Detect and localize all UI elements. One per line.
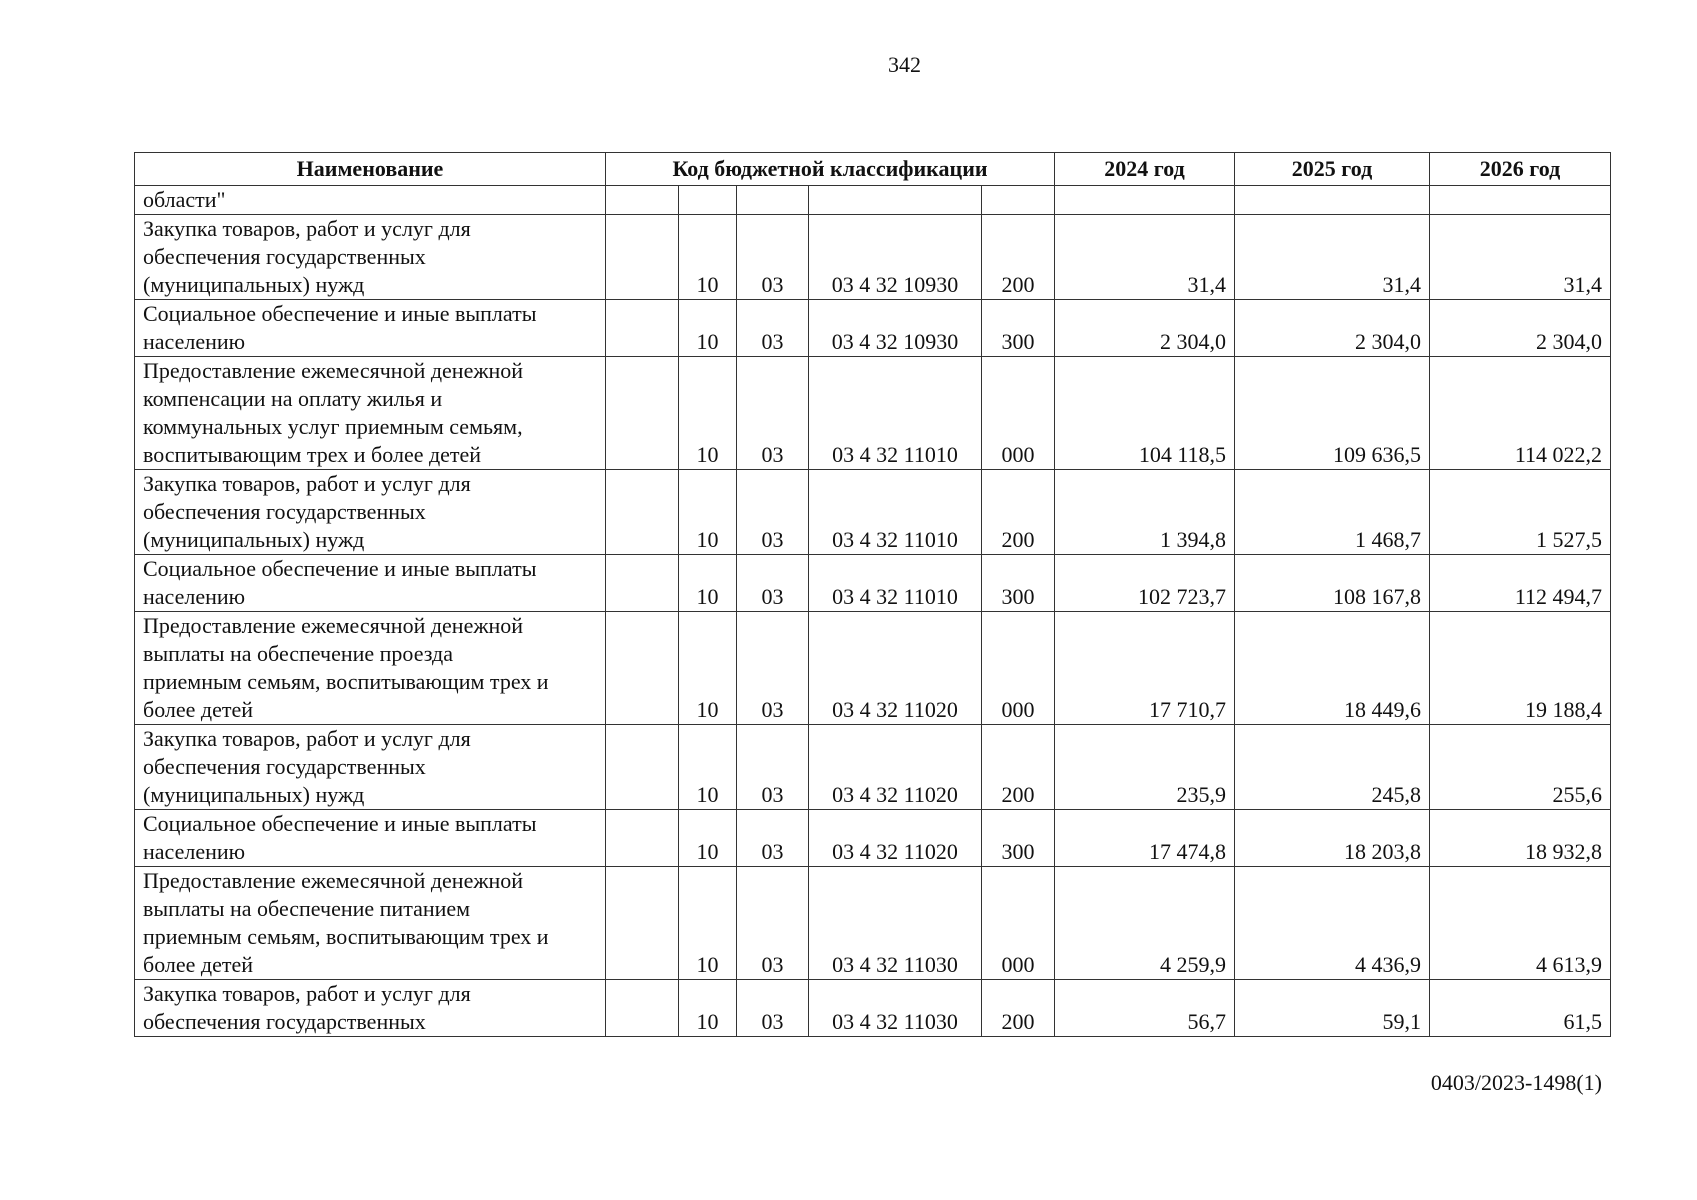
amount-2026-cell: 61,5 — [1430, 980, 1611, 1037]
code-cell-1 — [606, 555, 679, 612]
subsection-code-cell: 03 — [737, 300, 809, 357]
code-cell-1 — [606, 357, 679, 470]
target-article-cell: 03 4 32 11020 — [809, 810, 982, 867]
row-name-cell: Закупка товаров, работ и услуг для обеспечения государственных — [135, 980, 606, 1037]
subsection-code-cell: 03 — [737, 555, 809, 612]
section-code-cell: 10 — [679, 810, 737, 867]
subsection-code-cell: 03 — [737, 612, 809, 725]
section-code-cell: 10 — [679, 555, 737, 612]
table-row — [135, 810, 1611, 867]
row-name-cell: Закупка товаров, работ и услуг для обеспечения государственных (муниципальных) нужд — [135, 215, 606, 300]
amount-2024-cell: 104 118,5 — [1055, 357, 1235, 470]
expense-type-cell: 300 — [982, 810, 1055, 867]
section-code-cell: 10 — [679, 215, 737, 300]
amount-2025-cell: 2 304,0 — [1235, 300, 1430, 357]
expense-type-cell: 300 — [982, 300, 1055, 357]
expense-type-cell: 000 — [982, 357, 1055, 470]
amount-2025-cell: 18 203,8 — [1235, 810, 1430, 867]
table-row — [135, 215, 1611, 300]
expense-type-cell: 200 — [982, 725, 1055, 810]
code-cell-1 — [606, 867, 679, 980]
amount-2025-cell — [1235, 186, 1430, 215]
amount-2026-cell: 114 022,2 — [1430, 357, 1611, 470]
target-article-cell: 03 4 32 10930 — [809, 300, 982, 357]
code-cell-1 — [606, 470, 679, 555]
code-cell-1 — [606, 612, 679, 725]
subsection-code-cell: 03 — [737, 215, 809, 300]
target-article-cell: 03 4 32 11010 — [809, 555, 982, 612]
table-row — [135, 555, 1611, 612]
row-name-cell: Закупка товаров, работ и услуг для обеспечения государственных (муниципальных) нужд — [135, 725, 606, 810]
amount-2026-cell: 1 527,5 — [1430, 470, 1611, 555]
section-code-cell: 10 — [679, 470, 737, 555]
amount-2026-cell — [1430, 186, 1611, 215]
amount-2024-cell: 17 710,7 — [1055, 612, 1235, 725]
row-name-cell: Предоставление ежемесячной денежной компенсации на оплату жилья и коммунальных услуг приемным семьям, воспитывающим трех и более детей — [135, 357, 606, 470]
header-2025: 2025 год — [1235, 153, 1430, 186]
subsection-code-cell: 03 — [737, 725, 809, 810]
expense-type-cell: 200 — [982, 470, 1055, 555]
amount-2026-cell: 31,4 — [1430, 215, 1611, 300]
target-article-cell — [809, 186, 982, 215]
subsection-code-cell — [737, 186, 809, 215]
code-cell-1 — [606, 725, 679, 810]
subsection-code-cell: 03 — [737, 980, 809, 1037]
table-header-row — [135, 153, 1611, 186]
row-name-cell: Предоставление ежемесячной денежной выплаты на обеспечение питанием приемным семьям, воспитывающим трех и более детей — [135, 867, 606, 980]
row-name-cell: Закупка товаров, работ и услуг для обеспечения государственных (муниципальных) нужд — [135, 470, 606, 555]
budget-table — [134, 152, 1611, 1037]
amount-2025-cell: 59,1 — [1235, 980, 1430, 1037]
table-row — [135, 470, 1611, 555]
row-name-cell: Социальное обеспечение и иные выплаты населению — [135, 810, 606, 867]
subsection-code-cell: 03 — [737, 867, 809, 980]
amount-2026-cell: 2 304,0 — [1430, 300, 1611, 357]
code-cell-1 — [606, 810, 679, 867]
table-body — [135, 186, 1611, 1037]
section-code-cell: 10 — [679, 725, 737, 810]
expense-type-cell: 300 — [982, 555, 1055, 612]
code-cell-1 — [606, 215, 679, 300]
amount-2026-cell: 255,6 — [1430, 725, 1611, 810]
amount-2025-cell: 109 636,5 — [1235, 357, 1430, 470]
expense-type-cell: 200 — [982, 980, 1055, 1037]
section-code-cell: 10 — [679, 300, 737, 357]
amount-2024-cell: 31,4 — [1055, 215, 1235, 300]
amount-2024-cell — [1055, 186, 1235, 215]
amount-2025-cell: 108 167,8 — [1235, 555, 1430, 612]
amount-2025-cell: 1 468,7 — [1235, 470, 1430, 555]
amount-2026-cell: 19 188,4 — [1430, 612, 1611, 725]
table-row — [135, 612, 1611, 725]
code-cell-1 — [606, 300, 679, 357]
target-article-cell: 03 4 32 11030 — [809, 980, 982, 1037]
table-row — [135, 300, 1611, 357]
header-2024: 2024 год — [1055, 153, 1235, 186]
target-article-cell: 03 4 32 11020 — [809, 612, 982, 725]
amount-2025-cell: 31,4 — [1235, 215, 1430, 300]
subsection-code-cell: 03 — [737, 470, 809, 555]
amount-2026-cell: 18 932,8 — [1430, 810, 1611, 867]
amount-2024-cell: 17 474,8 — [1055, 810, 1235, 867]
section-code-cell: 10 — [679, 980, 737, 1037]
row-name-cell: области" — [135, 186, 606, 215]
code-cell-1 — [606, 186, 679, 215]
section-code-cell — [679, 186, 737, 215]
header-budget-code: Код бюджетной классификации — [606, 153, 1055, 186]
table-row — [135, 725, 1611, 810]
expense-type-cell: 000 — [982, 867, 1055, 980]
table-row — [135, 186, 1611, 215]
amount-2026-cell: 112 494,7 — [1430, 555, 1611, 612]
table-row — [135, 357, 1611, 470]
row-name-cell: Предоставление ежемесячной денежной выплаты на обеспечение проезда приемным семьям, воспитывающим трех и более детей — [135, 612, 606, 725]
target-article-cell: 03 4 32 11020 — [809, 725, 982, 810]
section-code-cell: 10 — [679, 867, 737, 980]
amount-2024-cell: 4 259,9 — [1055, 867, 1235, 980]
section-code-cell: 10 — [679, 612, 737, 725]
target-article-cell: 03 4 32 11030 — [809, 867, 982, 980]
amount-2025-cell: 18 449,6 — [1235, 612, 1430, 725]
amount-2025-cell: 4 436,9 — [1235, 867, 1430, 980]
row-name-cell: Социальное обеспечение и иные выплаты населению — [135, 555, 606, 612]
amount-2024-cell: 56,7 — [1055, 980, 1235, 1037]
table-row — [135, 980, 1611, 1037]
expense-type-cell — [982, 186, 1055, 215]
amount-2025-cell: 245,8 — [1235, 725, 1430, 810]
amount-2024-cell: 1 394,8 — [1055, 470, 1235, 555]
code-cell-1 — [606, 980, 679, 1037]
section-code-cell: 10 — [679, 357, 737, 470]
table-row — [135, 867, 1611, 980]
subsection-code-cell: 03 — [737, 357, 809, 470]
amount-2024-cell: 235,9 — [1055, 725, 1235, 810]
page-number: 342 — [888, 52, 921, 77]
header-2026: 2026 год — [1430, 153, 1611, 186]
target-article-cell: 03 4 32 11010 — [809, 357, 982, 470]
target-article-cell: 03 4 32 11010 — [809, 470, 982, 555]
document-reference: 0403/2023-1498(1) — [1430, 1070, 1602, 1095]
subsection-code-cell: 03 — [737, 810, 809, 867]
header-name: Наименование — [135, 153, 606, 186]
amount-2024-cell: 2 304,0 — [1055, 300, 1235, 357]
row-name-cell: Социальное обеспечение и иные выплаты населению — [135, 300, 606, 357]
amount-2024-cell: 102 723,7 — [1055, 555, 1235, 612]
amount-2026-cell: 4 613,9 — [1430, 867, 1611, 980]
expense-type-cell: 000 — [982, 612, 1055, 725]
target-article-cell: 03 4 32 10930 — [809, 215, 982, 300]
expense-type-cell: 200 — [982, 215, 1055, 300]
